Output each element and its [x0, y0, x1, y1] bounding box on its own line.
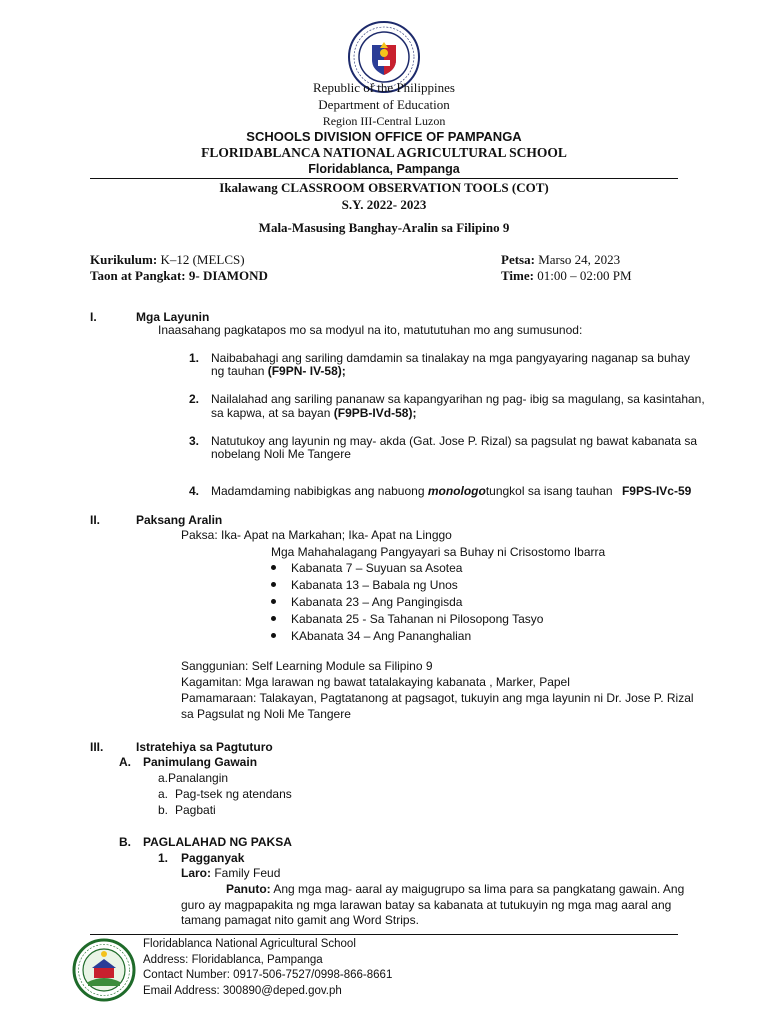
- pagganyak-title: Pagganyak: [181, 851, 245, 865]
- petsa-value: Marso 24, 2023: [538, 252, 621, 267]
- header-department: Department of Education: [318, 97, 450, 112]
- obj1-line2-text: ng tauhan: [211, 364, 265, 378]
- panuto-label: Panuto:: [226, 882, 271, 896]
- panalangin-item: a.Panalangin: [158, 771, 229, 785]
- obj3-line2: nobelang Noli Me Tangere: [211, 447, 351, 461]
- kabanata-item: Kabanata 23 – Ang Pangingisda: [271, 595, 671, 612]
- paksa-line: Paksa: Ika- Apat na Markahan; Ika- Apat na Linggo: [181, 528, 452, 542]
- atendans-num: a.: [158, 787, 169, 801]
- header-town: Floridablanca, Pampanga: [308, 162, 460, 176]
- panuto-line2: guro ay magpapakita ng mga larawan batay sa kabanata at tutukuyin ng mga mag aaral ang: [181, 898, 672, 912]
- section2-num: II.: [90, 513, 101, 527]
- obj2-line1: Nailalahad ang sariling pananaw sa kapangyarihan ng pag- ibig sa magulang, sa kasintahan,: [211, 392, 705, 406]
- pagbati-item: Pagbati: [175, 803, 216, 817]
- obj2-line2: [211, 406, 416, 421]
- section1-intro: Inaasahang pagkatapos mo sa modyul na ito, matututuhan mo ang sumusunod:: [158, 323, 583, 337]
- kabanata-item: KAbanata 34 – Ang Pananghalian: [271, 629, 671, 646]
- section3-title: Istratehiya sa Pagtuturo: [136, 740, 273, 754]
- paksa-subtitle: Mga Mahahalagang Pangyayari sa Buhay ni Crisostomo Ibarra: [271, 545, 606, 559]
- header-republic: Republic of the Philippines: [313, 80, 455, 95]
- section1-title: Mga Layunin: [136, 310, 210, 324]
- petsa-row: [501, 252, 620, 268]
- time-row: [501, 268, 632, 284]
- obj1-line1: Naibabahagi ang sariling damdamin sa tinalakay na mga pangyayaring naganap sa buhay: [211, 351, 690, 365]
- atendans-item: Pag-tsek ng atendans: [175, 787, 292, 801]
- pamamaraan-line2: sa Pagsulat ng Noli Me Tangere: [181, 707, 351, 721]
- kurikulum-value: K–12 (MELCS): [160, 252, 245, 267]
- section3-num: III.: [90, 740, 104, 754]
- pamamaraan-line1: Pamamaraan: Talakayan, Pagtatanong at pagsagot, tukuyin ang mga layunin ni Dr. Jose P. Rizal: [181, 691, 694, 705]
- obj4-line: [211, 484, 691, 499]
- obj2-code: (F9PB-IVd-58);: [333, 406, 417, 420]
- time-value: 01:00 – 02:00 PM: [537, 268, 632, 283]
- kabanata-list: [271, 561, 671, 646]
- header-division: SCHOOLS DIVISION OFFICE OF PAMPANGA: [246, 129, 522, 144]
- title-line3: Mala-Masusing Banghay-Aralin sa Filipino 9: [258, 220, 510, 235]
- taon-label: Taon at Pangkat:: [90, 268, 186, 283]
- footer-address: Address: Floridablanca, Pampanga: [143, 953, 323, 966]
- footer-contact-number: Contact Number: 0917-506-7527/0998-866-8661: [143, 969, 393, 981]
- kabanata-item: Kabanata 13 – Babala ng Unos: [271, 578, 671, 595]
- section1-num: I.: [90, 310, 97, 324]
- obj1-line2: [211, 364, 346, 379]
- panuto-line3: tamang pamagat nito gamit ang Word Strips.: [181, 913, 419, 927]
- obj4-text-b: tungkol sa isang tauhan: [485, 484, 613, 498]
- header-region: Region III-Central Luzon: [322, 114, 446, 128]
- pagbati-num: b.: [158, 803, 169, 817]
- kagamitan-line: Kagamitan: Mga larawan ng bawat tatalakaying kabanata , Marker, Papel: [181, 675, 570, 689]
- title-line1: Ikalawang CLASSROOM OBSERVATION TOOLS (COT): [219, 180, 549, 195]
- section3b-num: B.: [119, 835, 131, 849]
- laro-line: [181, 866, 280, 881]
- time-label: Time:: [501, 268, 534, 283]
- title-line2: S.Y. 2022- 2023: [341, 197, 427, 212]
- panuto-line1: [226, 882, 684, 897]
- kurikulum-row: [90, 252, 245, 268]
- laro-label: Laro:: [181, 866, 211, 880]
- obj4-num: 4.: [189, 484, 200, 498]
- footer-divider: [90, 934, 678, 935]
- kabanata-item: Kabanata 25 - Sa Tahanan ni Pilosopong Tasyo: [271, 612, 671, 629]
- kabanata-item: Kabanata 7 – Suyuan sa Asotea: [271, 561, 671, 578]
- taon-value: 9- DIAMOND: [188, 268, 268, 283]
- section3a-num: A.: [119, 755, 131, 769]
- kurikulum-label: Kurikulum:: [90, 252, 158, 267]
- obj1-num: 1.: [189, 351, 200, 365]
- panuto-text-a: Ang mga mag- aaral ay maigugrupo sa lima para sa pangkatang gawain. Ang: [273, 882, 685, 896]
- laro-value: Family Feud: [214, 866, 281, 880]
- obj1-code: (F9PN- IV-58);: [267, 364, 346, 378]
- obj4-emphasis: monologo: [427, 484, 486, 498]
- taon-row: [90, 268, 268, 284]
- footer-email: Email Address: 300890@deped.gov.ph: [143, 984, 342, 997]
- obj4-code: F9PS-IVc-59: [621, 484, 692, 498]
- section3a-title: Panimulang Gawain: [143, 755, 258, 769]
- obj4-text-a: Madamdaming nabibigkas ang nabuong: [211, 484, 425, 498]
- petsa-label: Petsa:: [501, 252, 535, 267]
- footer-school-name: Floridablanca National Agricultural School: [143, 938, 356, 950]
- sanggunian-line: Sanggunian: Self Learning Module sa Filipino 9: [181, 659, 433, 673]
- footer-contact: [143, 937, 392, 999]
- school-logo: [72, 938, 136, 1002]
- pagganyak-num: 1.: [158, 851, 169, 865]
- obj3-num: 3.: [189, 434, 200, 448]
- obj3-line1: Natutukoy ang layunin ng may- akda (Gat. Jose P. Rizal) sa pagsulat ng bawat kabanata sa: [211, 434, 698, 448]
- section2-title: Paksang Aralin: [136, 513, 223, 527]
- header-school: FLORIDABLANCA NATIONAL AGRICULTURAL SCHOOL: [201, 145, 567, 160]
- obj2-line2-text: sa kapwa, at sa bayan: [211, 406, 331, 420]
- obj2-num: 2.: [189, 392, 200, 406]
- header-divider: [90, 178, 678, 179]
- section3b-title: PAGLALAHAD NG PAKSA: [143, 835, 292, 849]
